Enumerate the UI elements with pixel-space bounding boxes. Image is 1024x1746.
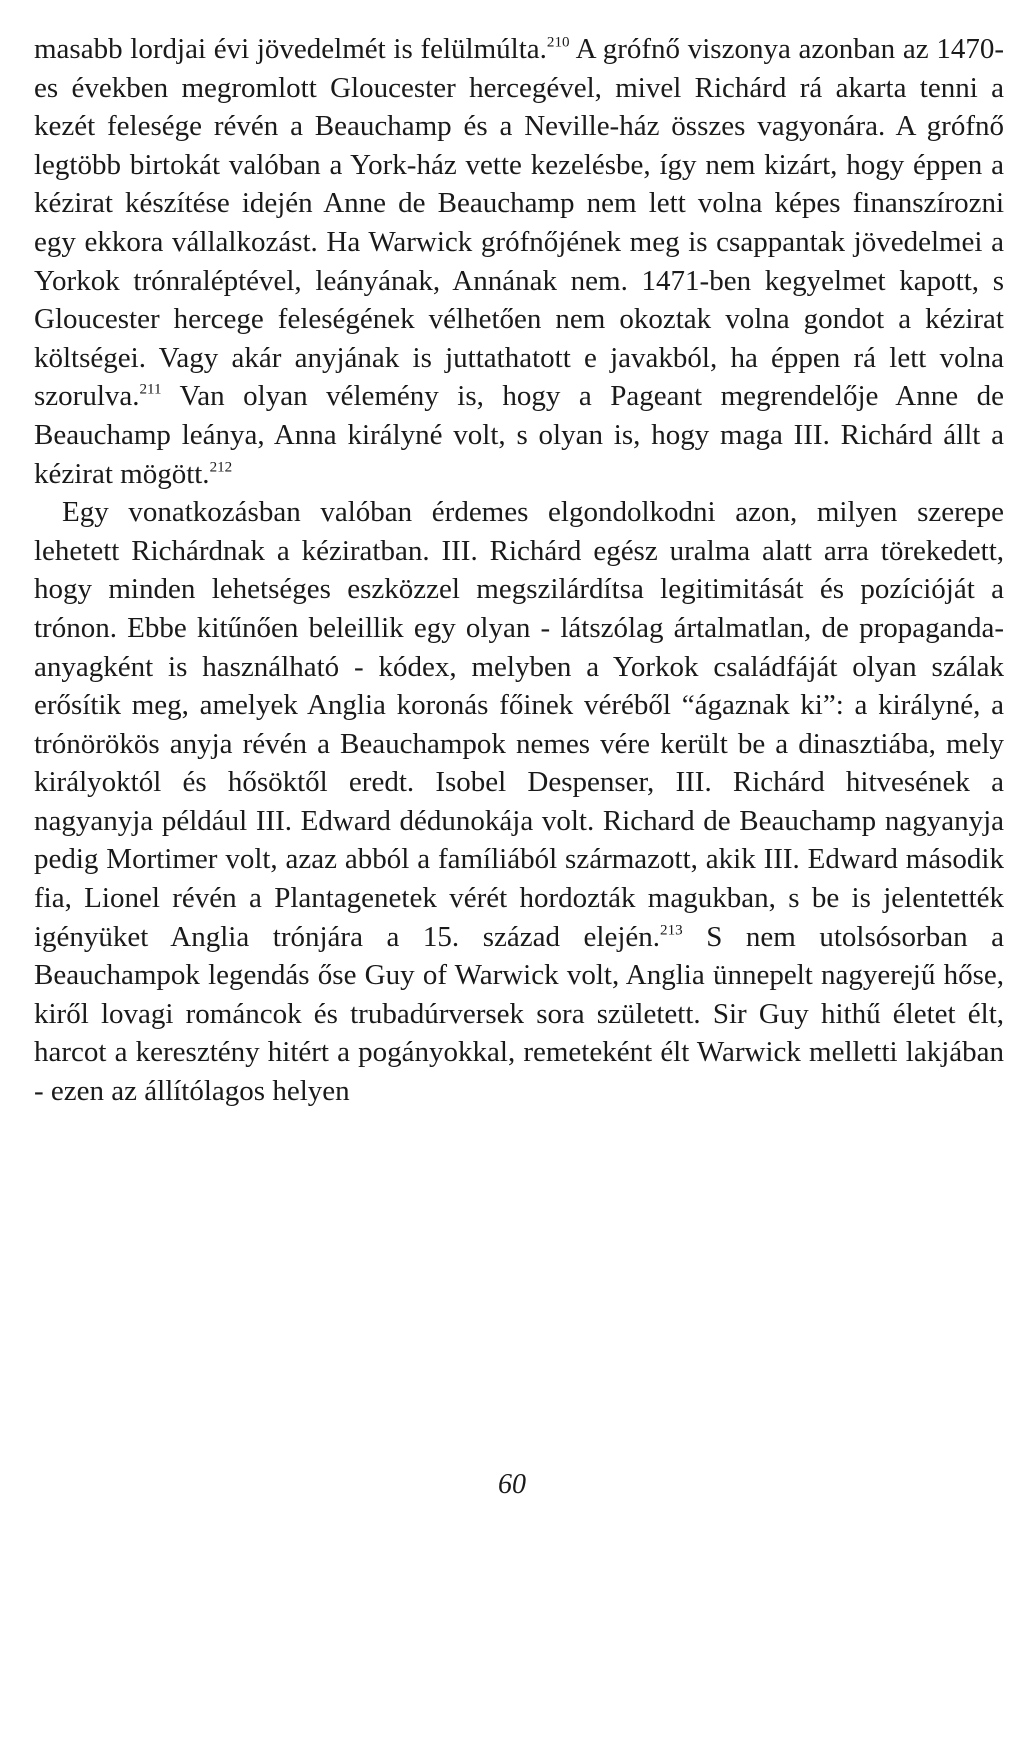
page-number: 60 bbox=[498, 1469, 526, 1500]
text-segment: S nem utolsósorban a Beauchampok legendás őse Guy of Warwick volt, Anglia ünnepelt nagyerejű hőse, kiről lovagi románcok és trubadúrversek sora született. Sir Guy hithű életet élt, harcot a keresztény hitért a pogányokkal, remeteként élt Warwick melletti lakjában - ezen az állítólagos helyen bbox=[34, 920, 1004, 1108]
paragraph-1 bbox=[34, 30, 1004, 493]
footnote-ref-213: 213 bbox=[660, 922, 683, 939]
footnote-ref-210: 210 bbox=[546, 34, 570, 51]
text-segment: Van olyan vélemény is, hogy a Pageant megrendelője Anne de Beauchamp leánya, Anna királyné volt, s olyan is, hogy maga III. Richárd állt a kézirat mögött. bbox=[34, 380, 1004, 490]
text-segment: masabb lordjai évi jövedelmét is felülmúlta. bbox=[34, 33, 547, 65]
footnote-ref-211: 211 bbox=[139, 382, 162, 399]
text-segment: A grófnő viszonya azonban az 1470-es években megromlott Gloucester hercegével, mivel Richárd rá akarta tenni a kezét felesége révén a Beauchamp és a Neville-ház összes vagyonára. A grófnő legtöbb birtokát valóban a York-ház vette kezelésbe, így nem kizárt, hogy éppen a kézirat készítése idején Anne de Beauchamp nem lett volna képes finanszírozni egy ekkora vállalkozást. Ha Warwick grófnőjének meg is csappantak jövedelmei a Yorkok trónraléptével, leányának, Annának nem. 1471-ben kegyelmet kapott, s Gloucester hercege feleségének vélhetően nem okoztak volna gondot a kézirat költségei. Vagy akár anyjának is juttathatott e javakból, ha éppen rá lett volna szorulva. bbox=[34, 33, 1004, 413]
paragraph-2 bbox=[34, 493, 1004, 1111]
body-text bbox=[34, 30, 1004, 1111]
text-segment: Egy vonatkozásban valóban érdemes elgondolkodni azon, milyen szerepe lehetett Richárdnak a kéziratban. III. Richárd egész uralma alatt arra törekedett, hogy minden lehetséges eszközzel megszilárdítsa legitimitását és pozícióját a trónon. Ebbe kitűnően beleillik egy olyan - látszólag ártalmatlan, de propaganda-anyagként is használható - kódex, melyben a Yorkok családfáját olyan szálak erősítik meg, amelyek Anglia koronás főinek véréből “ágaznak ki”: a királyné, a trónörökös anyja révén a Beauchampok nemes vére került be a dinasztiába, mely királyoktól és hősöktől eredt. Isobel Despenser, III. Richárd hitvesének a nagyanyja például III. Edward dédunokája volt. Richard de Beauchamp nagyanyja pedig Mortimer volt, azaz abból a famíliából származott, akik III. Edward második fia, Lionel révén a Plantagenetek vérét hordozták magukban, s be is jelentették igényüket Anglia trónjára a 15. század elején. bbox=[34, 496, 1004, 953]
footnote-ref-212: 212 bbox=[209, 459, 233, 476]
